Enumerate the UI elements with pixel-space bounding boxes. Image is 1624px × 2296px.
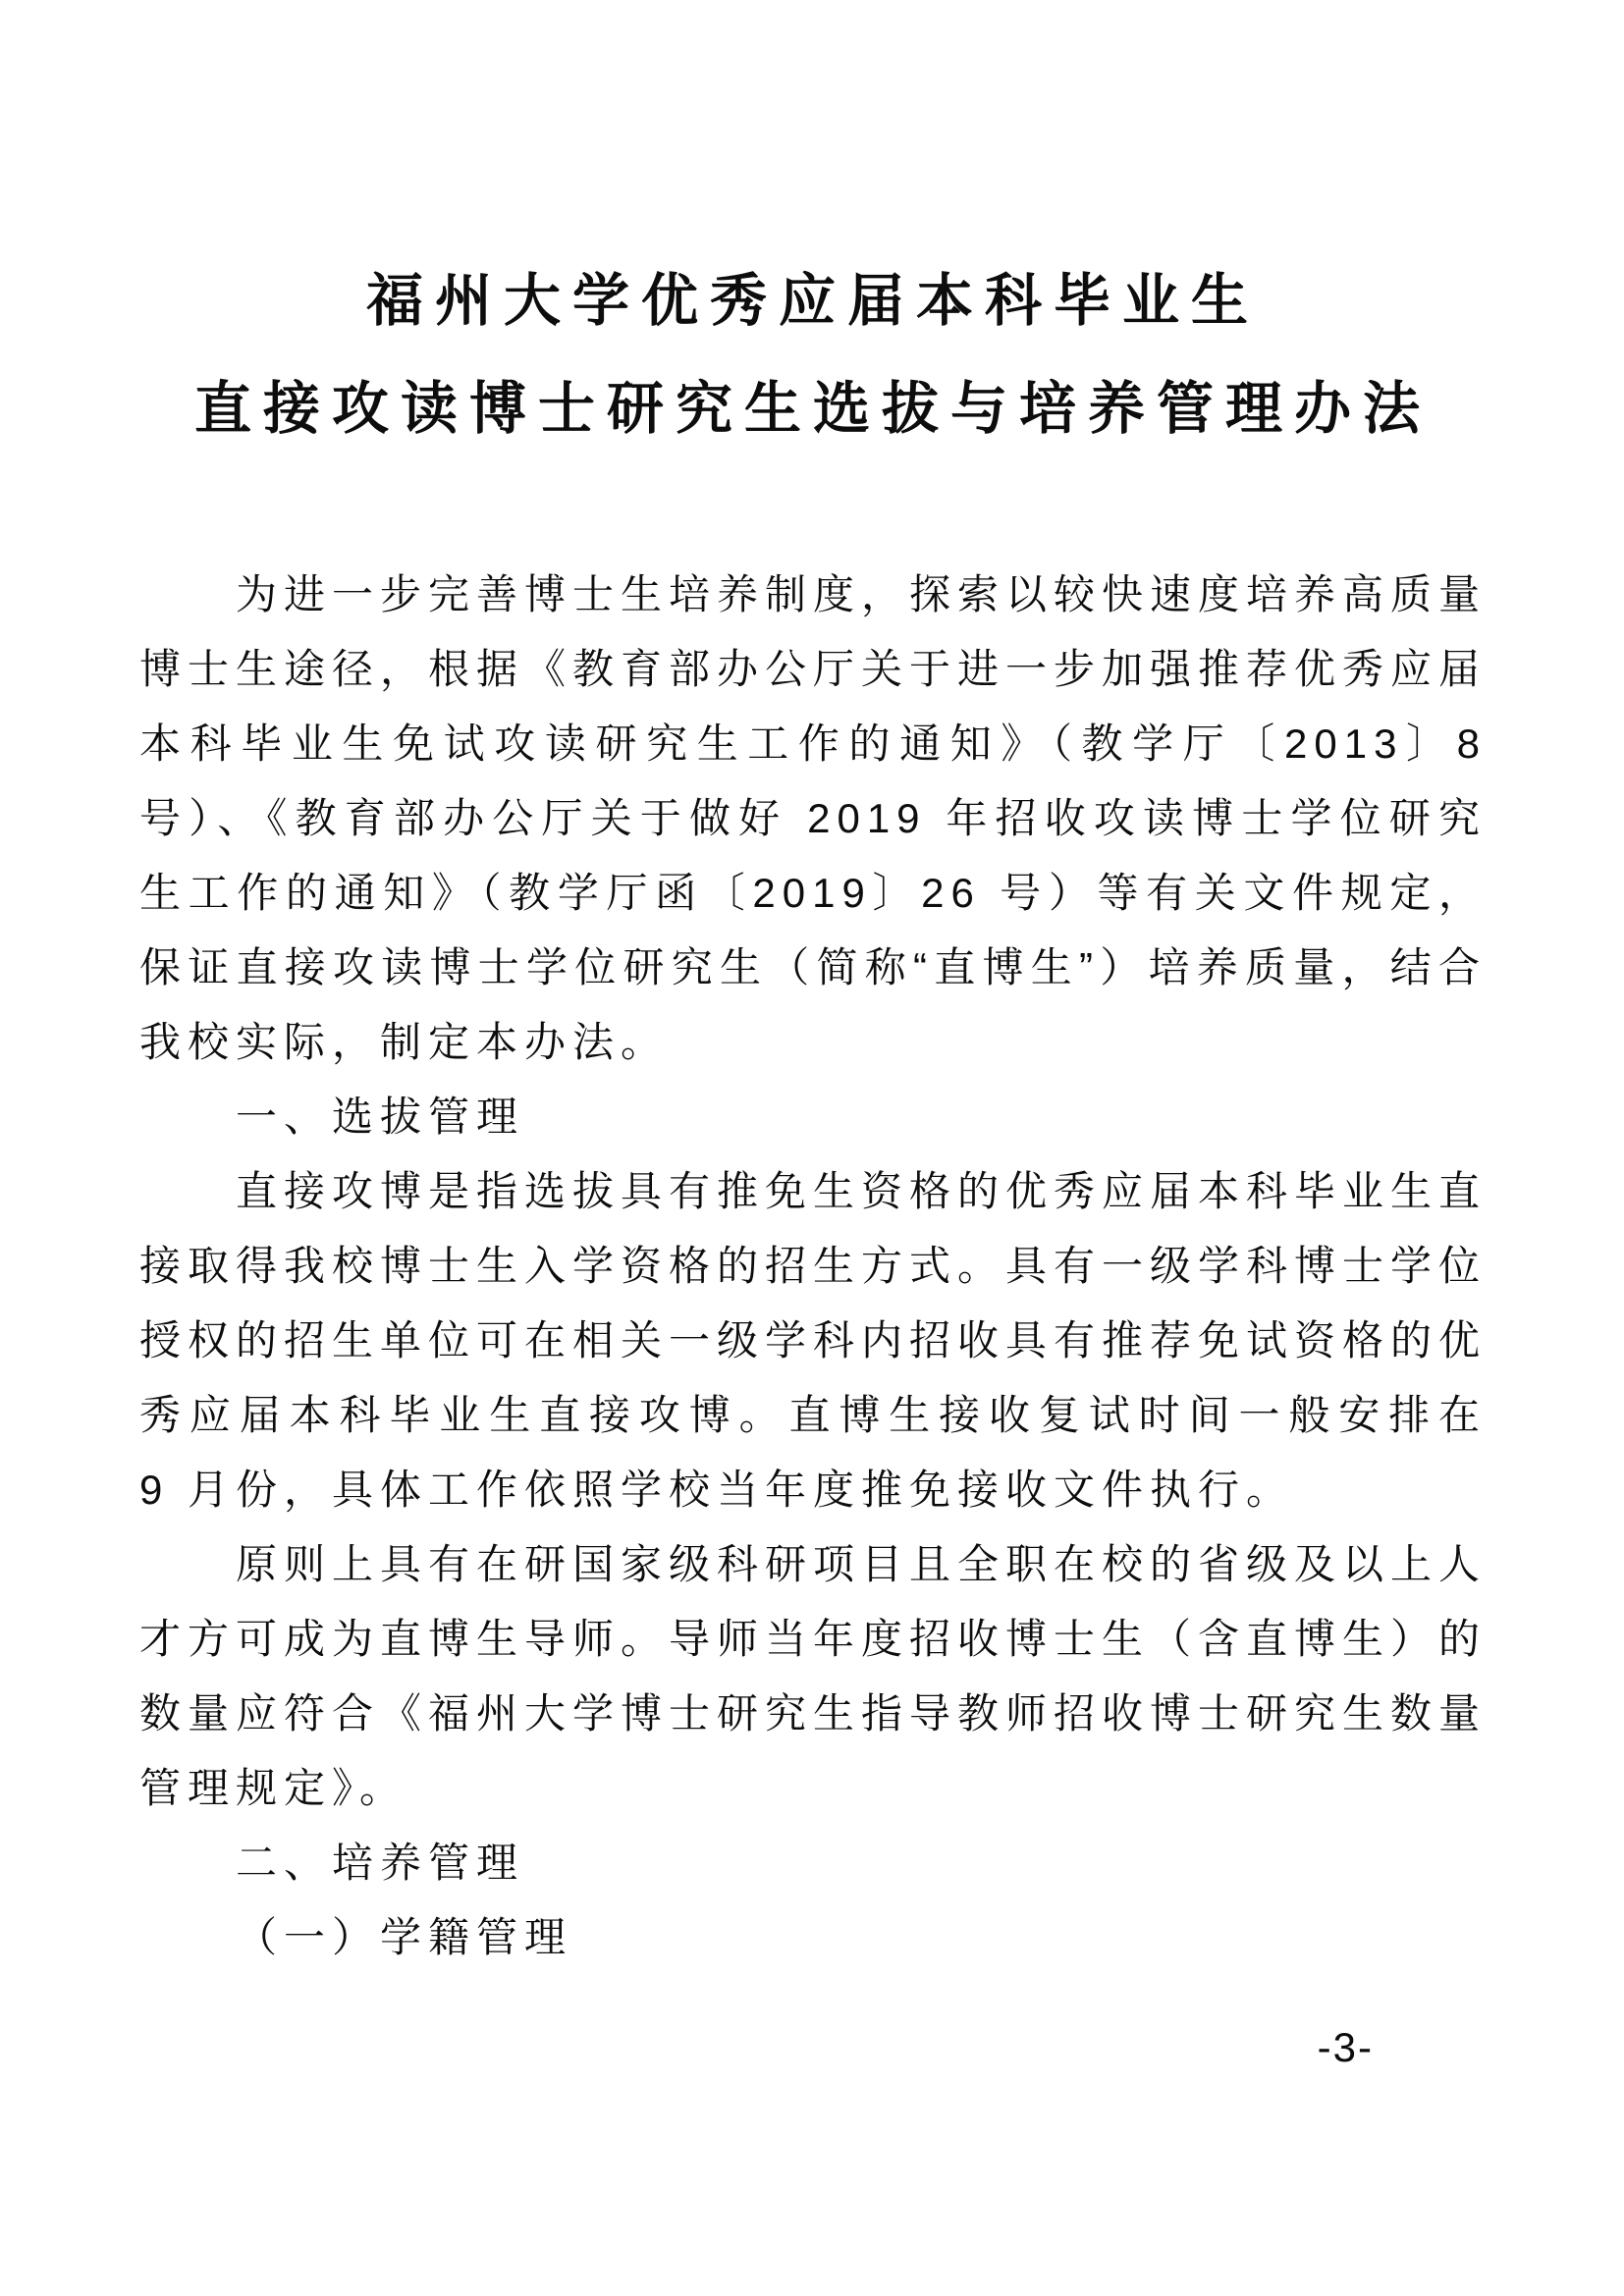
body-paragraph: 为进一步完善博士生培养制度，探索以较快速度培养高质量博士生途径，根据《教育部办公厅关于进一步加强推荐优秀应届本科毕业生免试攻读研究生工作的通知》（教学厅〔2013〕8 号）、《教育部办公厅关于做好 2019 年招收攻读博士学位研究生工作的通知》（教学厅函〔2019〕26 号）等有关文件规定，保证直接攻读博士学位研究生（简称“直博生”）培养质量，结合我校实际，制定本办法。 xyxy=(139,571,1488,1065)
title-line-2: 直接攻读博士研究生选拔与培养管理办法 xyxy=(193,377,1432,441)
section-heading: 一、选拔管理 xyxy=(236,1094,525,1140)
body-paragraph: 直接攻博是指选拔具有推免生资格的优秀应届本科毕业生直接取得我校博士生入学资格的招生方式。具有一级学科博士学位授权的招生单位可在相关一级学科内招收具有推荐免试资格的优秀应届本科毕业生直接攻博。直博生接收复试时间一般安排在 9 月份，具体工作依照学校当年度推免接收文件执行。 xyxy=(139,1168,1488,1513)
body-paragraph: 原则上具有在研国家级科研项目且全职在校的省级及以上人才方可成为直博生导师。导师当年度招收博士生（含直博生）的数量应符合《福州大学博士研究生指导教师招收博士研究生数量管理规定》。 xyxy=(139,1541,1488,1811)
section-heading: 二、培养管理 xyxy=(236,1840,525,1886)
document-title xyxy=(139,247,1487,463)
section-subheading: （一）学籍管理 xyxy=(236,1914,573,1960)
document-content xyxy=(139,0,1487,1975)
document-body xyxy=(139,558,1487,1975)
title-line-1: 福州大学优秀应届本科毕业生 xyxy=(365,269,1260,333)
page-number: -3- xyxy=(1317,2024,1374,2070)
